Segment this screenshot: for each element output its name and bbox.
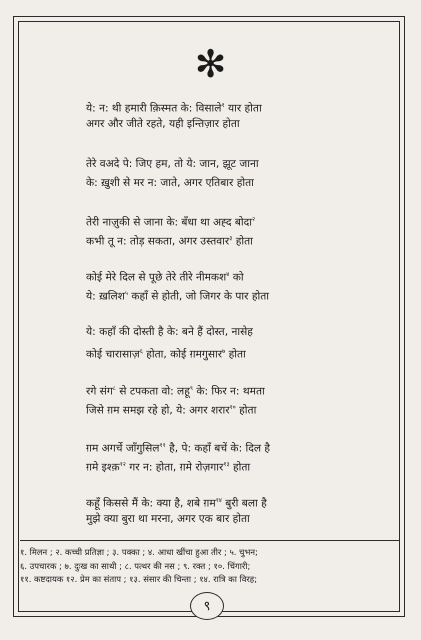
footnote-line: १. मिलन ; २. कच्ची प्रतिज्ञा ; ३. पक्का ; ४. आधा खींचा हुआ तीर ; ५. चुभन;	[20, 547, 258, 557]
verse-line: कहूँ किससे मैं के: क्या है, शबे ग़म$^{१४}$ बुरी बला है	[86, 497, 267, 510]
verse-line: रगे संग$^८$ से टपकता वो: लहू$^९$ के: फिर न: थमता	[86, 385, 265, 398]
verse-line: कोई मेरे दिल से पूछे तेरे तीरे नीमकश$^४$ को	[86, 271, 244, 284]
verse-line: तेरे वअदे पे: जिए हम, तो ये: जान, झूट जाना	[86, 158, 259, 170]
footnotes	[20, 540, 400, 587]
couplet	[86, 491, 326, 529]
verse-line: मुझे क्या बुरा था मरना, अगर एक बार होता	[86, 513, 250, 525]
couplet	[86, 155, 326, 193]
verse-line: कोई चारासाज़$^६$ होता, कोई ग़मगुसार$^७$ होता	[86, 348, 246, 361]
verse-line: कभी तू न: तोड़ सकता, अगर उस्तवार$^३$ होता	[86, 235, 253, 248]
verse-line: ये: कहाँ की दोस्ती है के: बने हैं दोस्त, नासेह	[86, 326, 253, 338]
verse-line: ये: न: थी हमारी क़िस्मत के: विसाले$^१$ यार होता	[86, 102, 262, 115]
couplet	[86, 96, 326, 134]
verse-line: ये: ख़लिश$^५$ कहाँ से होती, जो जिगर के पार होता	[86, 290, 270, 303]
couplet	[86, 265, 326, 303]
couplet	[86, 436, 326, 474]
couplet	[86, 323, 326, 361]
verse-line: जिसे ग़म समझ रहे हो, ये: अगर शरार$^{१०}$ होता	[86, 404, 257, 417]
page-number: ९	[190, 592, 224, 620]
verse-line: ग़मे इश्क़$^{१२}$ गर न: होता, ग़मे रोज़गार$^{१३}$ होता	[86, 461, 251, 474]
verse-line: तेरी नाज़ुकी से जाना के: बँधा था अह्द बोदा$^२$	[86, 216, 256, 229]
couplet	[86, 210, 326, 248]
couplet	[86, 379, 326, 417]
asterisk-ornament: ✻	[194, 42, 227, 86]
footnote-line: ११. कष्टदायक १२. प्रेम का संताप ; १३. संसार की चिन्ता ; १४. रात्रि का विरह;	[20, 574, 258, 584]
verse-line: अगर और जीते रहते, यही इन्तिज़ार होता	[86, 118, 240, 130]
footnote-line: ६. उपचारक ; ७. दुःख का साथी ; ८. पत्थर की नस ; ९. रक्त ; १०. चिंगारी;	[20, 560, 251, 571]
verse-line: ग़म अगर्चे जाँगुसिल$^{११}$ है, पे: कहाँ बचें के: दिल है	[86, 442, 271, 455]
verse-line: के: ख़ुशी से मर न: जाते, अगर एतिबार होता	[86, 177, 254, 189]
